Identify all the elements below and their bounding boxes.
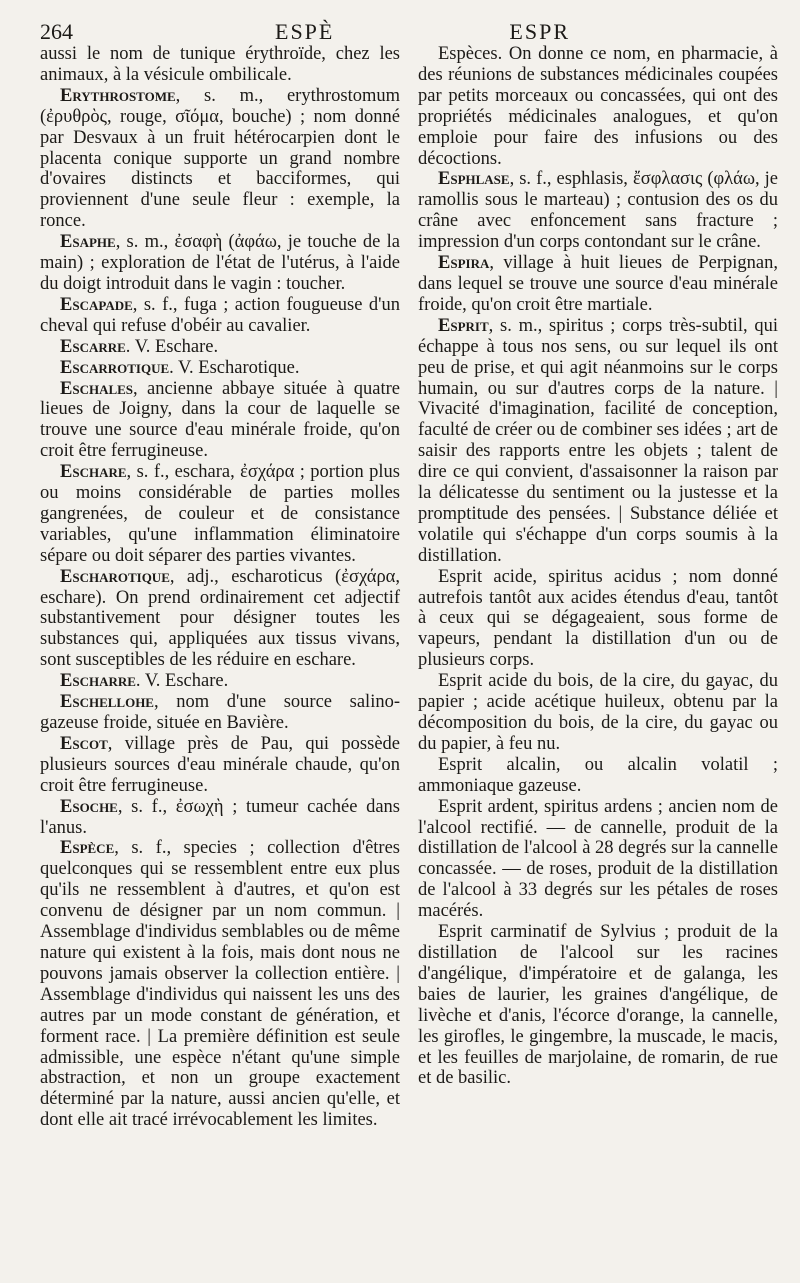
entry-headword: Espira xyxy=(438,253,490,274)
entry-headword: Escharre xyxy=(60,671,136,692)
entry-headword: Espèce xyxy=(60,838,115,859)
entry-paragraph: Esprit acide, spiritus acidus ; nom donné autrefois tantôt aux acides étendus d'eau, tantôt à ceux qui se dégageaient, sous forme de vapeurs, pendant la distillation d'un ou de plusieurs corps. xyxy=(418,566,778,671)
entry-paragraph: Esprit alcalin, ou alcalin volatil ; ammoniaque gazeuse. xyxy=(418,754,778,796)
entry-paragraph: Espèces. On donne ce nom, en pharmacie, à des réunions de substances médicinales coupées par petits morceaux ou concassées, qui ont des propriétés médicinales analogues, et qu'on emploie pour faire des infusions ou des décoctions. xyxy=(418,44,778,169)
page-number: 264 xyxy=(40,19,73,44)
entry-paragraph: Esprit acide du bois, de la cire, du gayac, du papier ; acide acétique huileux, obtenu par la décomposition du bois, de la cire, du gayac ou du papier, à feu nu. xyxy=(418,671,778,754)
entry-paragraph: Esoche, s. f., ἐσωχὴ ; tumeur cachée dans l'anus. xyxy=(40,796,400,838)
entry-paragraph: Esprit ardent, spiritus ardens ; ancien nom de l'alcool rectifié. — de cannelle, produit de la distillation de l'alcool à 28 degrés sur la cannelle concassée. — de roses, produit de la distillation de l'alcool à 33 degrés sur les pétales de roses macérés. xyxy=(418,796,778,922)
entry-paragraph: Eschales, ancienne abbaye située à quatre lieues de Joigny, dans la cour de laquelle se trouve une source d'eau minérale froide, qu'on croit être ferrugineuse. xyxy=(40,378,400,462)
entry-paragraph: Espira, village à huit lieues de Perpignan, dans lequel se trouve une source d'eau minérale froide, qu'on croit être martiale. xyxy=(418,253,778,315)
entry-paragraph: Esprit carminatif de Sylvius ; produit de la distillation de l'alcool sur les racines d'angélique, d'impératoire et de galanga, les baies de laurier, les graines d'angélique, de livèche et d'anis, l'écorce d'orange, la cannelle, les girofles, le gingembre, la muscade, le macis, et les feuilles de marjolaine, de romarin, de rue et de basilic. xyxy=(418,922,778,1089)
entry-headword: Eschellohe xyxy=(60,692,154,713)
entry-paragraph: Eschare, s. f., eschara, ἐσχάρα ; portion plus ou moins considérable de parties molles gangrenées, de couleur et de consistance variables, qu'une inflammation éliminatoire sépare ou doit séparer des parties vivantes. xyxy=(40,462,400,566)
left-column xyxy=(40,44,400,1131)
entry-headword: Erythrostome xyxy=(60,85,176,106)
entry-paragraph: Erythrostome, s. m., erythrostomum (ἐρυθρὸς, rouge, σῖόμα, bouche) ; nom donné par Desvaux à un fruit hétérocarpien dont le placenta conique supporte un grand nombre d'ovaires distincts et bacciformes, qui proviennent d'une seule fleur : exemple, la ronce. xyxy=(40,85,400,232)
entry-paragraph: Escapade, s. f., fuga ; action fougueuse d'un cheval qui refuse d'obéir au cavalier. xyxy=(40,294,400,336)
entry-paragraph: Esaphe, s. m., ἐσαφὴ (ἀφάω, je touche de la main) ; exploration de l'état de l'utérus, à l'aide du doigt introduit dans le vagin : toucher. xyxy=(40,232,400,294)
entry-headword: Eschare xyxy=(60,462,127,483)
entry-headword: Escarre xyxy=(60,336,126,357)
running-header xyxy=(40,18,760,46)
right-running-head: ESPR xyxy=(509,19,570,44)
right-column xyxy=(418,44,778,1089)
entry-headword: Escot xyxy=(60,733,108,754)
entry-paragraph: Escharotique, adj., escharoticus (ἐσχάρα, eschare). On prend ordinairement cet adjectif substantivement pour désigner toutes les substances qui, appliquées aux tissus vivans, sont susceptibles de les réduire en eschare. xyxy=(40,566,400,671)
entry-paragraph: Espèce, s. f., species ; collection d'êtres quelconques qui se ressemblent entre eux plus qu'ils ne ressemblent à d'autres, et qu'on est convenu de désigner par un nom commun. | Assemblage d'individus semblables ou de même nature qui existent à la fois, mais dont nous ne pouvons jamais observer la collection entière. | Assemblage d'individus qui naissent les uns des autres par un mode constant de génération, et forment race. | La première définition est seule admissible, une espèce n'étant qu'une simple abstraction, et non un groupe exactement déterminé par la nature, aussi ancien qu'elle, et dont elle ait tracé irrévocablement les limites. xyxy=(40,838,400,1131)
entry-paragraph: Escharre. V. Eschare. xyxy=(60,671,229,692)
entry-headword: Esprit xyxy=(438,315,489,336)
entry-paragraph: Escarrotique. V. Escharotique. xyxy=(60,357,300,378)
entry-paragraph: Eschellohe, nom d'une source salino-gazeuse froide, située en Bavière. xyxy=(40,692,400,733)
entry-headword: Esphlase xyxy=(438,169,510,190)
entry-headword: Escharotique xyxy=(60,566,170,587)
entry-headword: Esoche xyxy=(60,796,118,817)
entry-headword: Esaphe xyxy=(60,232,116,253)
entry-paragraph: Esphlase, s. f., esphlasis, ἔσφλασις (φλάω, je ramollis sous le marteau) ; contusion des os du crâne avec enfoncement sans fracture ; impression d'un corps contondant sur le crâne. xyxy=(418,169,778,253)
left-running-head: ESPÈ xyxy=(275,19,335,44)
entry-headword: Eschales xyxy=(60,378,134,399)
entry-headword: Escarrotique xyxy=(60,357,170,378)
entry-paragraph: Esprit, s. m., spiritus ; corps très-subtil, qui échappe à tous nos sens, ou sur lequel ils ont peu de prise, et qui agit néanmoins sur le corps humain, ou sur d'autres corps de la nature. | Vivacité d'imagination, facilité de conception, faculté de créer ou de combiner ses idées ; art de saisir des rapports entre les objets ; talent de dire ce qui convient, d'assaisonner la raison par la délicatesse du sentiment ou la justesse et la promptitude des pensées. | Substance déliée et volatile qui s'échappe d'un corps soumis à la distillation. xyxy=(418,315,778,566)
entry-headword: Escapade xyxy=(60,294,133,315)
entry-paragraph: Escarre. V. Eschare. xyxy=(60,336,219,357)
entry-paragraph: Escot, village près de Pau, qui possède plusieurs sources d'eau minérale chaude, qu'on croit être ferrugineuse. xyxy=(40,733,400,796)
entry-paragraph: aussi le nom de tunique érythroïde, chez les animaux, à la vésicule ombilicale. xyxy=(40,44,400,85)
